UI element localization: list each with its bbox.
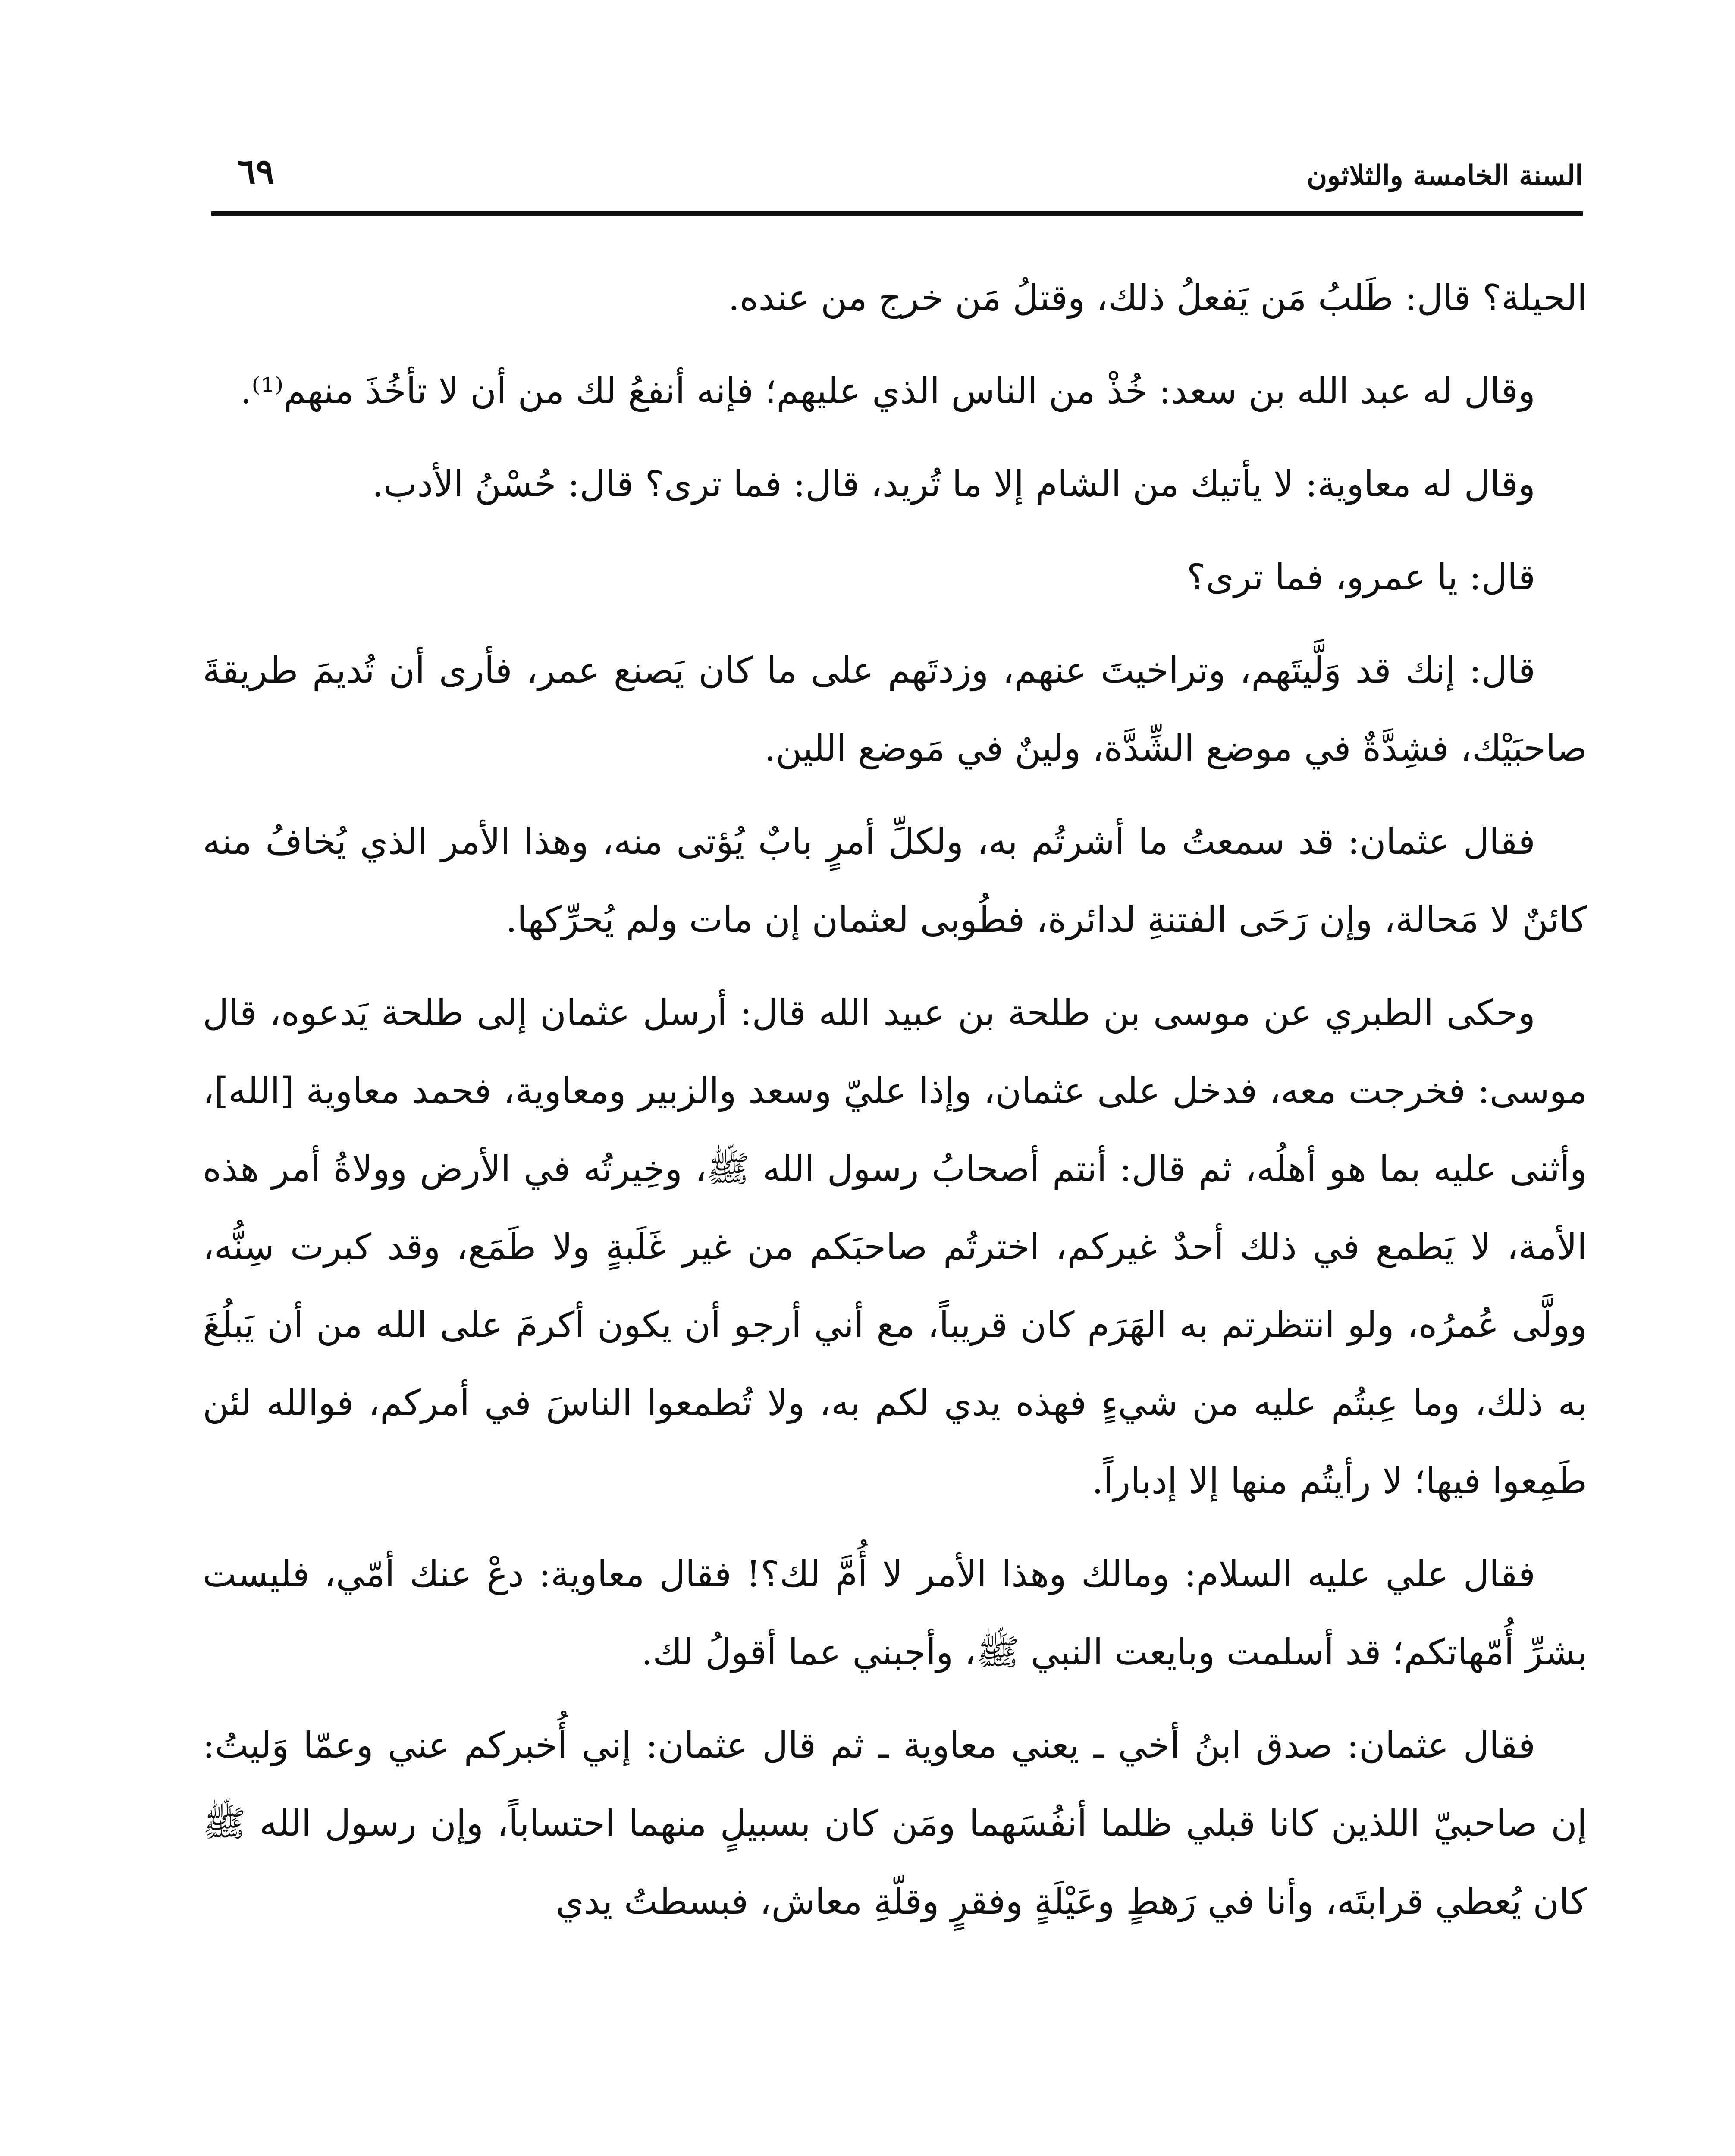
- header-rule: [211, 211, 1583, 216]
- running-title: السنة الخامسة والثلاثون: [1307, 160, 1583, 192]
- paragraph-4: قال: يا عمرو، فما ترى؟: [1186, 556, 1535, 598]
- paragraph-3: وقال له معاوية: لا يأتيك من الشام إلا ما تُريد، قال: فما ترى؟ قال: حُسْنُ الأدب.: [372, 463, 1535, 505]
- paragraph-2: وقال له عبد الله بن سعد: خُذْ من الناس الذي عليهم؛ فإنه أنفعُ لك من أن لا تأخُذَ منهم⁽¹⁾.: [240, 370, 1535, 412]
- paragraph-6: فقال عثمان: قد سمعتُ ما أشرتُم به، ولكلِّ أمرٍ بابٌ يُؤتى منه، وهذا الأمر الذي يُخافُ منه كائنٌ لا مَحالة، وإن رَحَى الفتنةِ لدائرة، فطُوبى لعثمان إن مات ولم يُحرِّكها.: [203, 821, 1587, 940]
- paragraph-8: فقال علي عليه السلام: ومالك وهذا الأمر لا أُمَّ لك؟! فقال معاوية: دعْ عنك أمّي، فليست بشرِّ أُمّهاتكم؛ قد أسلمت وبايعت النبي ﷺ، وأجبني عما أقولُ لك.: [203, 1553, 1587, 1673]
- paragraph-9: فقال عثمان: صدق ابنُ أخي ـ يعني معاوية ـ ثم قال عثمان: إني أُخبركم عني وعمّا وَليتُ: إن صاحبيّ اللذين كانا قبلي ظلما أنفُسَهما ومَن كان بسبيلٍ منهما احتساباً، وإن رسول الله ﷺ كان يُعطي قرابتَه، وأنا في رَهطٍ وعَيْلَةٍ وفقرٍ وقلّةِ معاش، فبسطتُ يدي: [203, 1724, 1587, 1922]
- paragraph-7: وحكى الطبري عن موسى بن طلحة بن عبيد الله قال: أرسل عثمان إلى طلحة يَدعوه، قال موسى: فخرجت معه، فدخل على عثمان، وإذا عليّ وسعد والزبير ومعاوية، فحمد معاوية [الله]، وأثنى عليه بما هو أهلُه، ثم قال: أنتم أصحابُ رسول الله ﷺ، وخِيرتُه في الأرض وولاةُ أمر هذه الأمة، لا يَطمع في ذلك أحدٌ غيركم، اخترتُم صاحبَكم من غير غَلَبةٍ ولا طَمَع، وقد كبرت سِنُّه، وولَّى عُمرُه، ولو انتظرتم به الهَرَم كان قريباً، مع أني أرجو أن يكون أكرمَ على الله من أن يَبلُغَ به ذلك، وما عِبتُم عليه من شيءٍ فهذه يدي لكم به، ولا تُطمعوا الناسَ في أمركم، فوالله لئن طَمِعوا فيها؛ لا رأيتُم منها إلا إدباراً.: [203, 992, 1587, 1502]
- paragraph-5: قال: إنك قد وَلَّيتَهم، وتراخيتَ عنهم، وزدتَهم على ما كان يَصنع عمر، فأرى أن تُديمَ طريقةَ صاحبَيْك، فشِدَّةٌ في موضع الشِّدَّة، ولينٌ في مَوضع اللين.: [203, 649, 1587, 769]
- paragraph-1: الحيلة؟ قال: طَلبُ مَن يَفعلُ ذلك، وقتلُ مَن خرج من عنده.: [728, 277, 1587, 319]
- page-number: ٦٩: [237, 151, 274, 191]
- page-header: [207, 142, 1583, 207]
- body-text: [203, 259, 1587, 1955]
